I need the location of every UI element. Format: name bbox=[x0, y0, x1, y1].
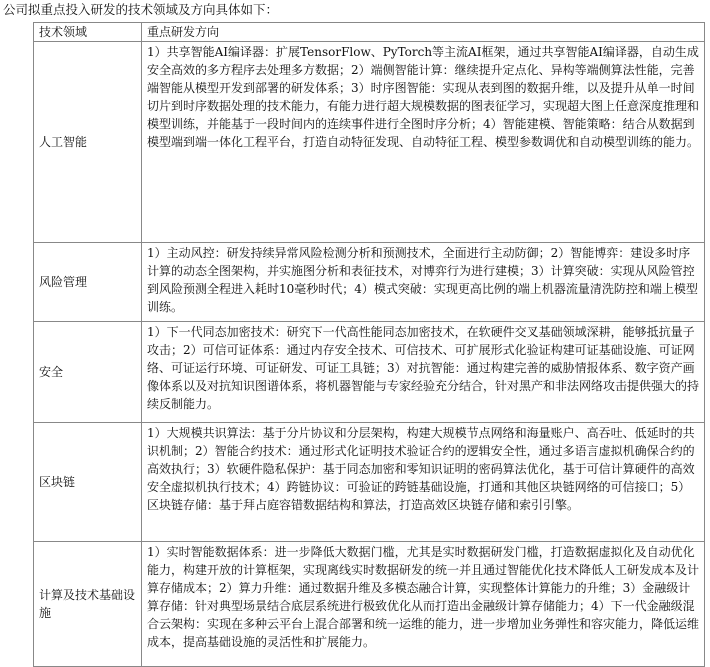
direction-cell: 1）实时智能数据体系：进一步降低大数据门槛，尤其是实时数据研发门槛，打造数据虚拟化及自动优化能力，构建开放的计算框架，实现离线实时数据研发的统一并且通过智能优化技术降低人工研发成本及计算存储成本；2）算力升维：通过数据升维及多模态融合计算，实现整体计算能力的升维；3）金融级计算存储：针对典型场景结合底层系统进行极致优化从而打造出金融级计算存储能力；4）下一代金融级混合云架构：实现在多种云平台上混合部署和统一运维的能力，进一步增加业务弹性和容灾能力，降低运维成本，提高基础设施的灵活性和扩展能力。 bbox=[142, 542, 705, 667]
table-row bbox=[34, 423, 705, 542]
intro-text: 公司拟重点投入研发的技术领域及方向具体如下： bbox=[3, 2, 279, 17]
domain-cell: 风险管理 bbox=[34, 243, 142, 322]
direction-cell: 1）大规模共识算法：基于分片协议和分层架构，构建大规模节点网络和海量账户、高吞吐、低延时的共识机制；2）智能合约技术：通过形式化证明技术验证合约的逻辑安全性，通过多语言虚拟机确保合约的高效执行；3）软硬件隐私保护：基于同态加密和零知识证明的密码算法优化，基于可信计算硬件的高效安全虚拟机执行技术；4）跨链协议：可验证的跨链基础设施，打通和其他区块链网络的可信接口；5）区块链存储：基于拜占庭容错数据结构和算法，打造高效区块链存储和索引引擎。 bbox=[142, 423, 705, 542]
domain-cell: 安全 bbox=[34, 322, 142, 423]
direction-cell: 1）下一代同态加密技术：研究下一代高性能同态加密技术，在软硬件交叉基础领域深耕，能够抵抗量子攻击；2）可信可证体系：通过内存安全技术、可信技术、可扩展形式化验证构建可证基础设施、可证网络、可证运行环境、可证研发、可证工具链；3）对抗智能：通过构建完善的威胁情报体系、数字资产画像体系以及对抗知识图谱体系，将机器智能与专家经验充分结合，针对黑产和非法网络攻击提供强大的持续反制能力。 bbox=[142, 322, 705, 423]
table-row bbox=[34, 243, 705, 322]
tech-domain-table bbox=[33, 22, 705, 667]
table-row bbox=[34, 42, 705, 243]
direction-cell: 1）主动风控：研发持续异常风险检测分析和预测技术，全面进行主动防御；2）智能博弈：建设多时序计算的动态全图架构，并实施图分析和表征技术，对博弈行为进行建模；3）计算突破：实现从风险管控到风险预测全程进入耗时10毫秒时代；4）模式突破：实现更高比例的端上机器流量清洗防控和端上模型训练。 bbox=[142, 243, 705, 322]
domain-cell: 计算及技术基础设施 bbox=[34, 542, 142, 667]
table-header-row bbox=[34, 23, 705, 42]
header-domain: 技术领域 bbox=[34, 23, 142, 42]
table-row bbox=[34, 322, 705, 423]
domain-cell: 人工智能 bbox=[34, 42, 142, 243]
table-row bbox=[34, 542, 705, 667]
domain-cell: 区块链 bbox=[34, 423, 142, 542]
direction-cell: 1）共享智能AI编译器：扩展TensorFlow、PyTorch等主流AI框架，通过共享智能AI编译器，自动生成安全高效的多方程序去处理多方数据；2）端侧智能计算：继续提升定点化、异构等端侧算法性能，完善端智能从模型开发到部署的研发体系；3）时序图智能：实现从表到图的数据升维，以及提升从单一时间切片到时序数据处理的技术能力，有能力进行超大规模数据的图表征学习，实现超大图上任意深度推理和模型训练，并能基于一段时间内的连续事件进行全图时序分析；4）智能建模、智能策略：结合从数据到模型端到端一体化工程平台，打造自动特征发现、自动特征工程、模型参数调优和自动模型训练的能力。 bbox=[142, 42, 705, 243]
header-direction: 重点研发方向 bbox=[142, 23, 705, 42]
